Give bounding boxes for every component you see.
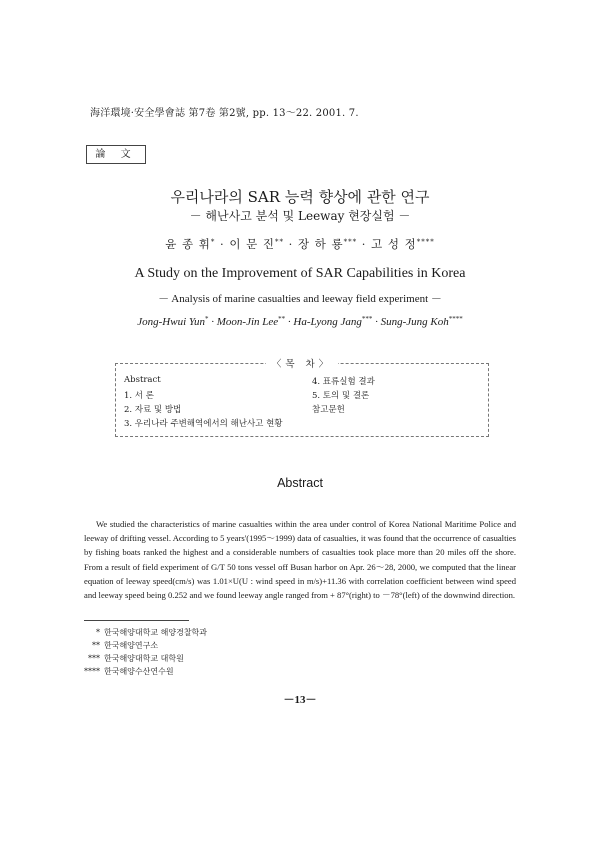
author-en-affiliation-mark: * (205, 315, 209, 323)
abstract-heading: Abstract (277, 476, 323, 490)
author-ko-name: 장 하 룡 (297, 237, 344, 251)
footnote: * 한국해양대학교 해양경찰학과 (96, 628, 208, 637)
author-ko-affiliation-mark: *** (343, 238, 358, 246)
author-en-affiliation-mark: **** (448, 315, 463, 323)
author-en-name: Sung-Jung Koh (380, 316, 449, 328)
subtitle-korean: － 해난사고 분석 및 Leeway 현장실험 － (189, 209, 411, 223)
toc-item: 1. 서 론 (124, 391, 154, 401)
abstract-text: We studied the characteristics of marine casualties within the area under control of Korea National Maritime Police and leeway of drifting vessel. According to 5 years'(1995～1999) data of casualties, it was found that the occurrence of casualties by fishing boats ranked the highest and a considerable numbers of casualties took place more than 20 miles off the shore. From a result of field experiment of G/T 50 tons vessel off Busan harbor on Apr. 26～28, 2000, we computed that the linear equation of leeway speed(cm/s) was 1.01×U(U : wind speed in m/s)+11.36 with correlation coefficient between wind speed and leeway speed being 0.252 and we found leeway angle ranged from + 87°(right) to －78°(left) of the downwind direction. (84, 519, 516, 601)
author-ko-separator: · (357, 237, 372, 251)
footnote: *** 한국해양대학교 대학원 (88, 654, 184, 663)
author-en-name: Jong-Hwui Yun (137, 316, 206, 328)
toc-item: 3. 우리나라 주변해역에서의 해난사고 현황 (124, 419, 283, 429)
author-en-name: Ha-Lyong Jang (293, 316, 362, 328)
footnote: **** 한국해양수산연수원 (84, 667, 174, 676)
toc-item: 2. 자료 및 방법 (124, 405, 182, 415)
title-korean: 우리나라의 SAR 능력 향상에 관한 연구 (170, 188, 430, 206)
author-ko-name: 이 문 진 (229, 237, 276, 251)
subtitle-english: － Analysis of marine casualties and leeway field experiment － (158, 293, 442, 305)
toc-item: Abstract (124, 375, 161, 385)
author-ko-affiliation-mark: ** (275, 238, 285, 246)
footnote-divider (84, 620, 189, 621)
table-of-contents (115, 359, 489, 437)
author-ko-separator: · (284, 237, 298, 251)
authors-english (0, 315, 600, 328)
title-english: A Study on the Improvement of SAR Capabilities in Korea (134, 266, 466, 281)
authors-korean (0, 236, 600, 252)
author-en-affiliation-mark: *** (361, 315, 373, 323)
author-en-separator: · (372, 316, 381, 328)
author-ko-affiliation-mark: **** (416, 238, 435, 246)
toc-title: 〈목 차〉 (116, 356, 488, 370)
author-en-separator: · (285, 316, 294, 328)
author-en-name: Moon-Jin Lee (216, 316, 279, 328)
author-ko-name: 고 성 정 (371, 237, 417, 251)
author-en-separator: · (208, 316, 217, 328)
author-ko-separator: · (215, 237, 230, 251)
page-number: －13－ (283, 694, 317, 706)
toc-item: 참고문헌 (312, 405, 345, 415)
author-ko-affiliation-mark: * (210, 238, 216, 246)
footnote: ** 한국해양연구소 (92, 641, 159, 650)
category-label: 論 文 (86, 145, 146, 164)
author-ko-name: 윤 종 휘 (165, 237, 211, 251)
author-en-affiliation-mark: ** (278, 315, 286, 323)
journal-header: 海洋環境·安全學會誌 第7卷 第2號, pp. 13～22. 2001. 7. (90, 108, 359, 119)
toc-item: 5. 토의 및 결론 (312, 391, 370, 401)
toc-item: 4. 표류실험 결과 (312, 377, 375, 387)
